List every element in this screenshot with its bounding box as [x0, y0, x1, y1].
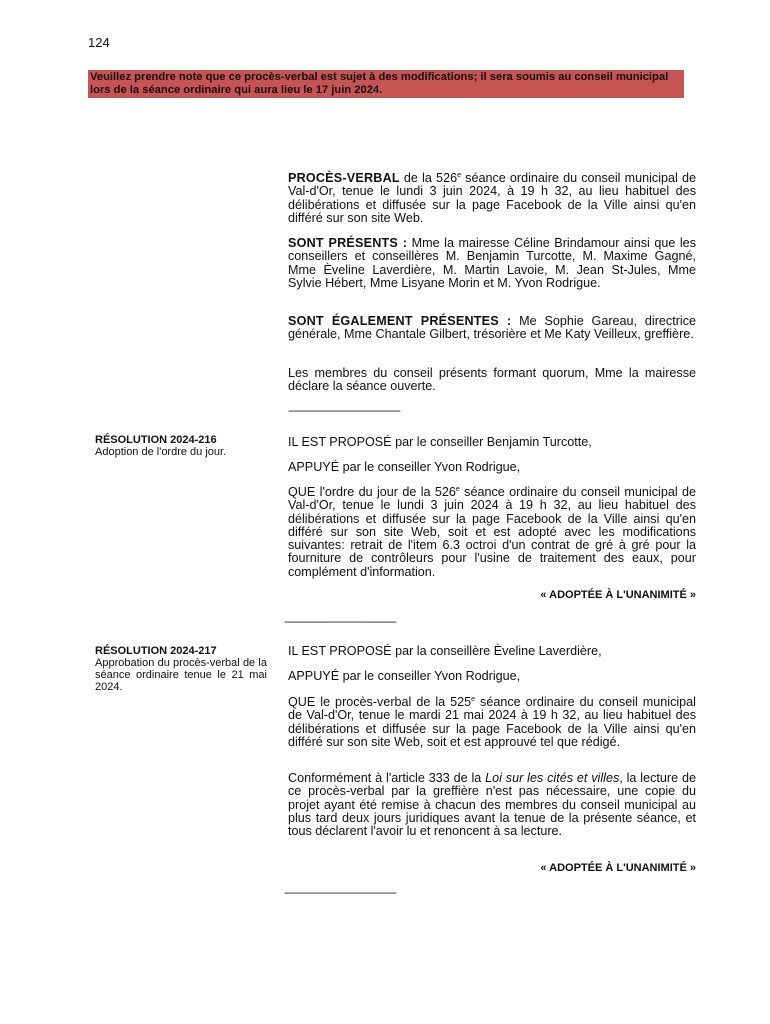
res217-proposed: IL EST PROPOSÉ par la conseillère Èveline Laverdière, — [288, 644, 602, 658]
res217-que — [288, 696, 696, 749]
res216-que-section — [288, 486, 696, 579]
present-text: Mme la mairesse Céline Brindamour ainsi que les conseillers et conseillères M. Benjamin Turcotte, M. Maxime Gagné, Mme Èveline Laverdière, M. Martin Lavoie, M. Jean St-Jules, Mme Sylvie Hébert, Mme Lisyane Morin et M. Yvon Rodrigue. — [288, 236, 696, 290]
quorum-section — [288, 367, 696, 394]
intro-section — [288, 172, 696, 225]
res217-adopted: « ADOPTÉE À L'UNANIMITÉ » — [540, 862, 696, 874]
pv-text-b: séance ordinaire du conseil municipal de Val-d'Or, tenue le lundi 3 juin 2024, à 19 h 32, au lieu habituel des délibérations et diffusée sur la page Facebook de la Ville ainsi qu'en différé sur son site Web. — [288, 171, 696, 225]
res217-conformity-section — [288, 772, 696, 838]
res217-que-sup: e — [471, 695, 476, 703]
separator-3: ------------------------------------------ — [284, 887, 396, 899]
res216-seconded-section — [288, 461, 696, 474]
resolution-217-sidebar — [95, 645, 267, 693]
resolution-217-subject: Approbation du procès-verbal de la séance ordinaire tenue le 21 mai 2024. — [95, 657, 267, 693]
law-title: Loi sur les cités et villes — [485, 771, 620, 785]
proces-verbal-paragraph — [288, 172, 696, 225]
res216-proposed-section — [288, 436, 696, 449]
pv-label: PROCÈS-VERBAL — [288, 171, 400, 185]
separator-1: ------------------------------------------ — [288, 405, 400, 417]
resolution-216-title: RÉSOLUTION 2024-216 — [95, 434, 217, 446]
also-present-section — [288, 315, 696, 342]
also-present-paragraph — [288, 315, 696, 342]
separator-2: ------------------------------------------ — [284, 616, 396, 628]
present-label: SONT PRÉSENTS : — [288, 236, 408, 250]
res217-seconded-section — [288, 670, 696, 683]
resolution-216-subject: Adoption de l'ordre du jour. — [95, 446, 227, 458]
also-present-text: Me Sophie Gareau, directrice générale, Mme Chantale Gilbert, trésorière et Me Katy Veilleux, greffière. — [288, 314, 696, 342]
res216-que-b: séance ordinaire du conseil municipal de Val-d'Or, tenue le lundi 3 juin 2024 à 19 h 32, au lieu habituel des délibérations et diffusée sur la page Facebook de la Ville ainsi qu'en différé sur son site Web, soit et est adopté avec les modifications suivantes: retrait de l'item 6.3 octroi d'un contrat de gré à gré pour la fourniture de contrôleurs pour l'usine de traitement des eaux, pour complément d'information. — [288, 485, 696, 579]
res217-proposed-section — [288, 645, 696, 658]
present-section — [288, 237, 696, 290]
res216-que — [288, 486, 696, 579]
quorum-paragraph: Les membres du conseil présents formant quorum, Mme la mairesse déclare la séance ouverte. — [288, 366, 696, 394]
res216-que-sup: e — [455, 485, 460, 493]
res216-adopted: « ADOPTÉE À L'UNANIMITÉ » — [540, 589, 696, 601]
res217-que-a: QUE le procès-verbal de la 525 — [288, 695, 472, 709]
page-number: 124 — [88, 35, 110, 50]
res216-que-a: QUE l'ordre du jour de la 526 — [288, 485, 456, 499]
res217-conf-b: , la lecture de ce procès-verbal par la greffière n'est pas nécessaire, une copie du projet ayant été remise à chacun des membres du conseil municipal au plus tard deux jours juridiques avant la tenue de la présente séance, et tous déclarent l'avoir lu et renoncent à sa lecture. — [288, 771, 696, 839]
pv-text: de la 526 — [399, 171, 458, 185]
res217-conformity — [288, 772, 696, 838]
resolution-217-title: RÉSOLUTION 2024-217 — [95, 645, 217, 657]
present-paragraph — [288, 237, 696, 290]
pv-sup: e — [457, 171, 461, 179]
res216-proposed: IL EST PROPOSÉ par le conseiller Benjamin Turcotte, — [288, 435, 592, 449]
res217-que-b: séance ordinaire du conseil municipal de Val-d'Or, tenue le mardi 21 mai 2024 à 19 h 32, au lieu habituel des délibérations et diffusée sur la page Facebook de la Ville ainsi qu'en différé sur son site Web, soit et est approuvé tel que rédigé. — [288, 695, 696, 749]
also-present-label: SONT ÉGALEMENT PRÉSENTES : — [288, 314, 512, 328]
res216-seconded: APPUYÉ par le conseiller Yvon Rodrigue, — [288, 460, 521, 474]
res217-que-section — [288, 696, 696, 749]
resolution-216-sidebar — [95, 434, 267, 458]
res217-conf-a: Conformément à l'article 333 de la — [288, 771, 486, 785]
modification-notice: Veuillez prendre note que ce procès-verbal est sujet à des modifications; il sera soumis au conseil municipal lors de la séance ordinaire qui aura lieu le 17 juin 2024. — [88, 70, 684, 98]
res217-seconded: APPUYÉ par le conseiller Yvon Rodrigue, — [288, 669, 521, 683]
